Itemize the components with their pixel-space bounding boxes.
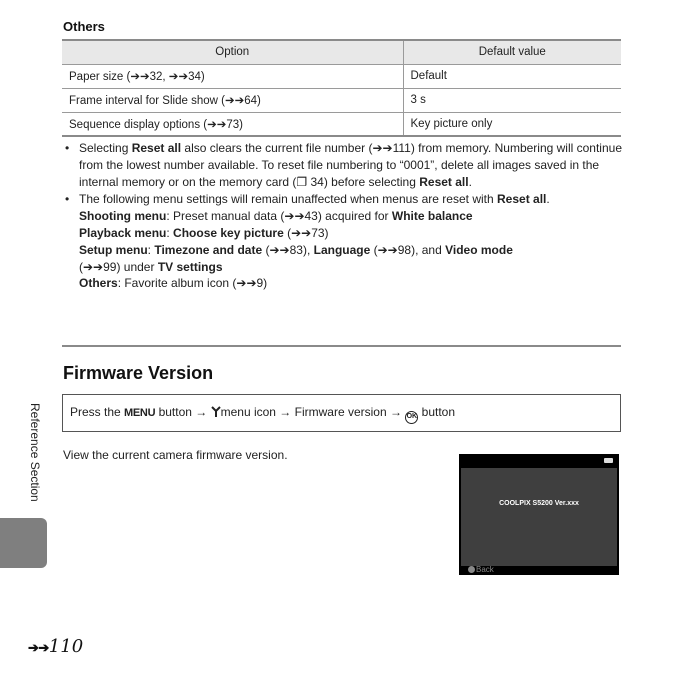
option-cell: Sequence display options (➔➔73) <box>62 112 403 136</box>
path-text: Press the <box>70 405 125 419</box>
note-text: (➔➔83), <box>262 242 314 257</box>
note-bold: Language <box>313 242 371 257</box>
playback-menu-label: Playback menu <box>79 225 167 240</box>
default-cell: Default <box>403 64 621 88</box>
page-number <box>28 636 83 657</box>
section-heading-others: Others <box>63 19 105 34</box>
options-table <box>62 39 621 137</box>
note-text: . <box>546 192 550 207</box>
note-bold: White balance <box>391 209 473 224</box>
path-text: menu icon → Firmware version → <box>220 405 406 419</box>
note-text: : Favorite album icon (➔➔9) <box>117 276 268 291</box>
option-cell: Frame interval for Slide show (➔➔64) <box>62 88 403 112</box>
path-text: button <box>418 405 456 419</box>
page-title: Firmware Version <box>63 363 214 383</box>
note-text: : <box>166 225 174 240</box>
note-text: also clears the current file number (➔➔111) from memory. Numbering will continue from the lowest number available. To reset file numbering to “0001”, delete all images saved in the internal memory or on the memory card (❐ 34) before selecting <box>79 141 622 189</box>
wrench-icon <box>211 405 221 419</box>
others-label: Others <box>79 276 118 291</box>
note-text: : <box>147 242 155 257</box>
firmware-description: View the current camera firmware version. <box>63 448 288 462</box>
notes-list <box>65 140 625 293</box>
table-row <box>62 112 621 136</box>
back-label: Back <box>476 565 494 574</box>
note-text: : Preset manual data (➔➔43) acquired for <box>166 209 392 224</box>
setup-menu-label: Setup menu <box>79 242 148 257</box>
list-item <box>65 140 625 190</box>
note-bold: TV settings <box>157 259 223 274</box>
note-bold: Choose key picture <box>173 225 284 240</box>
note-bold: Reset all <box>419 174 469 189</box>
note-text: (➔➔98), and <box>370 242 446 257</box>
list-item <box>65 191 625 292</box>
option-cell: Paper size (➔➔32, ➔➔34) <box>62 64 403 88</box>
note-text: (➔➔99) under <box>79 259 158 274</box>
section-tab <box>0 518 47 568</box>
note-bold: Reset all <box>497 192 547 207</box>
column-header-option: Option <box>62 40 403 64</box>
table-row <box>62 88 621 112</box>
default-cell: Key picture only <box>403 112 621 136</box>
shooting-menu-label: Shooting menu <box>79 209 167 224</box>
battery-icon <box>604 458 613 463</box>
table-row <box>62 64 621 88</box>
note-bold: Reset all <box>131 141 182 155</box>
page-number-value: 110 <box>48 636 84 657</box>
back-indicator <box>468 565 494 574</box>
column-header-default: Default value <box>403 40 621 64</box>
note-bold: Timezone and date <box>154 242 263 257</box>
ok-button-icon: OK <box>405 411 418 424</box>
table-header-row <box>62 40 621 64</box>
camera-screen-dialog <box>461 468 617 566</box>
bullet-icon: • <box>65 141 70 155</box>
menu-button-label: MENU <box>124 407 156 419</box>
note-text: (➔➔73) <box>283 225 329 240</box>
path-text: button → <box>155 405 211 419</box>
camera-screen <box>459 454 619 575</box>
back-icon <box>468 566 475 573</box>
firmware-version-text: COOLPIX S5200 Ver.xxx <box>499 500 579 507</box>
bullet-icon: • <box>65 192 70 207</box>
note-text: . <box>468 174 472 189</box>
note-bold: Video mode <box>445 242 513 257</box>
reference-section-icon: ➔➔ <box>28 640 49 655</box>
sidebar-section-label: Reference Section <box>28 403 42 502</box>
note-text: The following menu settings will remain unaffected when menus are reset with <box>79 192 497 207</box>
note-text: Selecting <box>79 141 132 155</box>
menu-path-box <box>62 394 621 432</box>
section-divider <box>62 345 621 347</box>
default-cell: 3 s <box>403 88 621 112</box>
